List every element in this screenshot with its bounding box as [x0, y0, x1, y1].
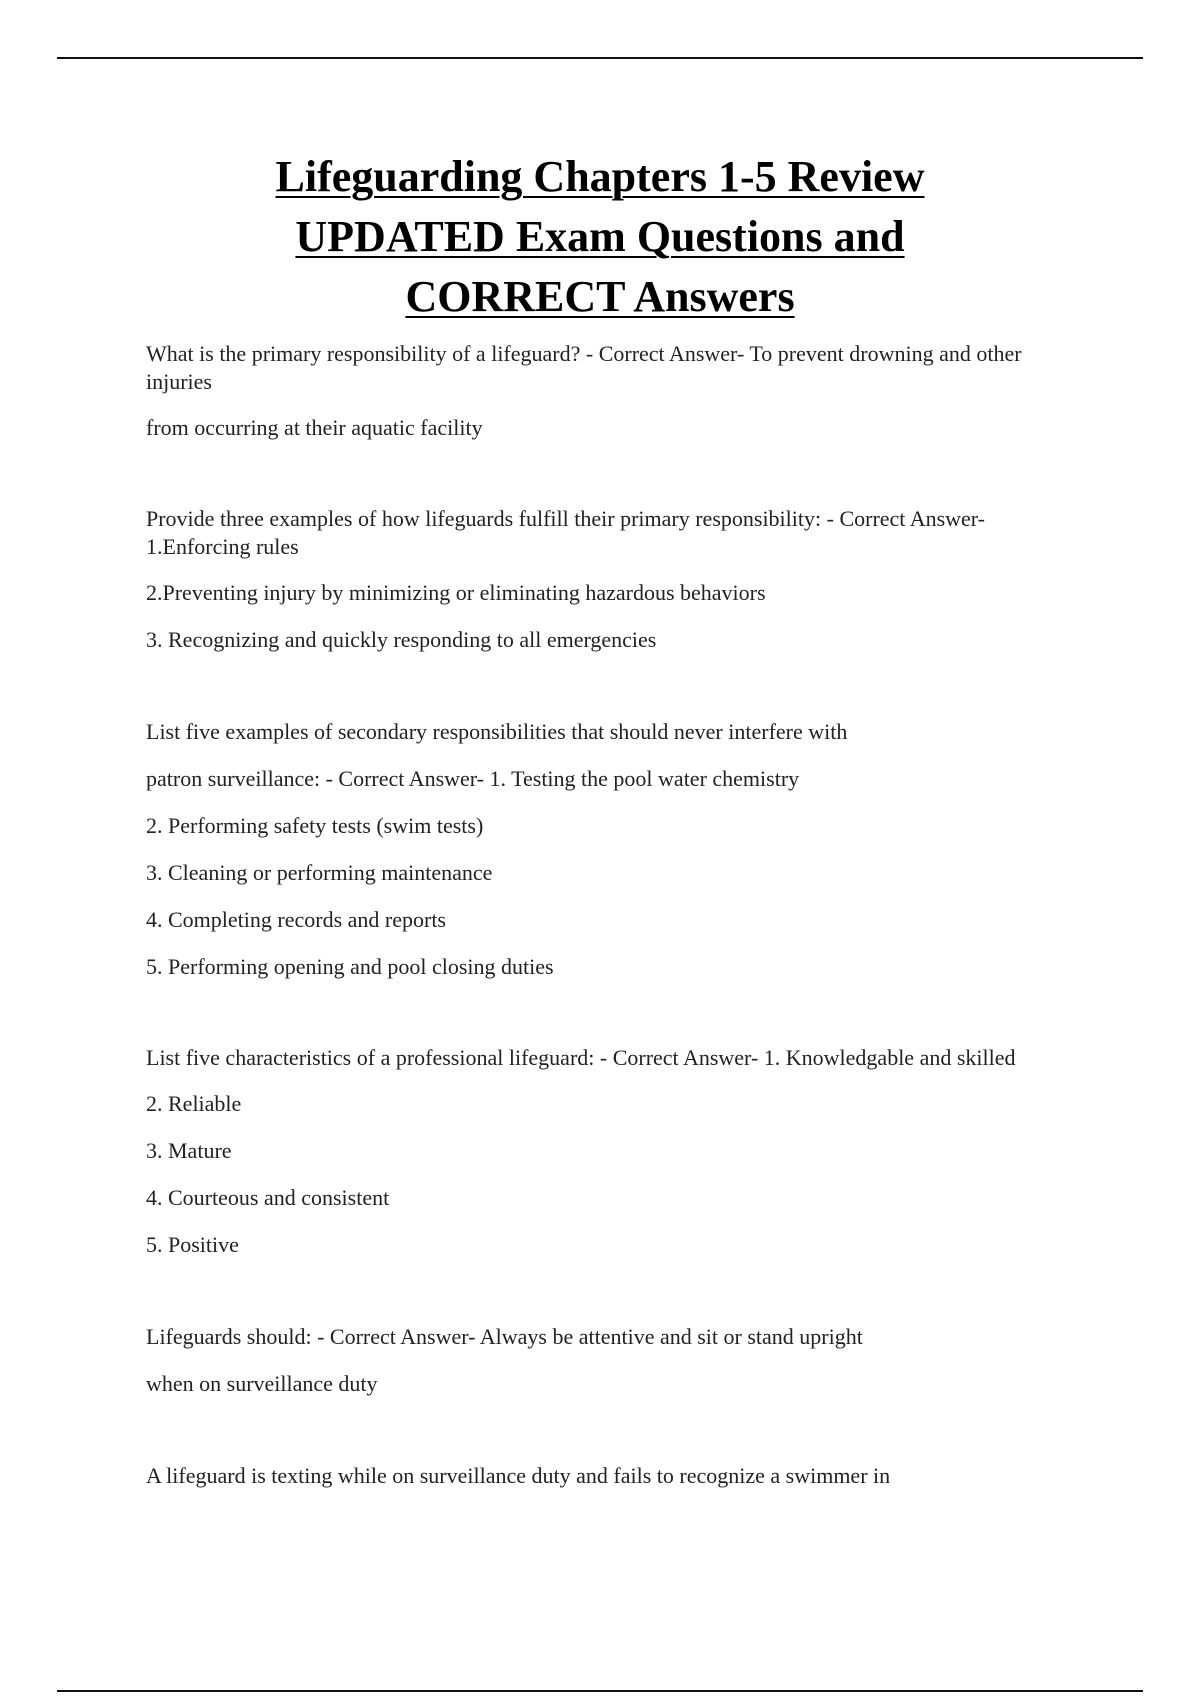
qa-line: 2. Reliable [146, 1091, 242, 1116]
qa-line: 3. Cleaning or performing maintenance [146, 860, 493, 885]
qa-item-1 [146, 340, 1076, 443]
qa-line: when on surveillance duty [146, 1371, 378, 1396]
document-title [200, 147, 1000, 327]
qa-line: What is the primary responsibility of a lifeguard? - Correct Answer- To prevent drowning and other injuries [146, 341, 1022, 394]
qa-line: patron surveillance: - Correct Answer- 1. Testing the pool water chemistry [146, 766, 800, 791]
qa-item-5 [146, 1322, 1076, 1399]
qa-line: 3. Recognizing and quickly responding to all emergencies [146, 627, 657, 652]
qa-line: List five examples of secondary responsibilities that should never interfere with [146, 719, 848, 744]
qa-line: 5. Performing opening and pool closing duties [146, 954, 554, 979]
title-line-3: CORRECT Answers [405, 272, 795, 321]
qa-line: Provide three examples of how lifeguards fulfill their primary responsibility: - Correct Answer- 1.Enforcing rules [146, 506, 986, 559]
qa-item-4 [146, 1044, 1076, 1260]
qa-item-6 [146, 1461, 1076, 1491]
document-body [146, 340, 1076, 1491]
qa-line: List five characteristics of a professional lifeguard: - Correct Answer- 1. Knowledgable and skilled [146, 1045, 1016, 1070]
top-rule [57, 57, 1143, 59]
qa-item-2 [146, 505, 1076, 655]
qa-line: A lifeguard is texting while on surveillance duty and fails to recognize a swimmer in [146, 1463, 891, 1488]
qa-line: from occurring at their aquatic facility [146, 415, 483, 440]
qa-line: 2. Performing safety tests (swim tests) [146, 813, 484, 838]
qa-line: 3. Mature [146, 1138, 232, 1163]
qa-item-3 [146, 717, 1076, 982]
qa-line: 2.Preventing injury by minimizing or eliminating hazardous behaviors [146, 580, 766, 605]
qa-line: Lifeguards should: - Correct Answer- Always be attentive and sit or stand upright [146, 1324, 863, 1349]
bottom-rule [57, 1690, 1143, 1692]
qa-line: 5. Positive [146, 1232, 239, 1257]
qa-line: 4. Courteous and consistent [146, 1185, 390, 1210]
title-line-1: Lifeguarding Chapters 1-5 Review [275, 152, 925, 201]
qa-line: 4. Completing records and reports [146, 907, 446, 932]
title-line-2: UPDATED Exam Questions and [295, 212, 905, 261]
